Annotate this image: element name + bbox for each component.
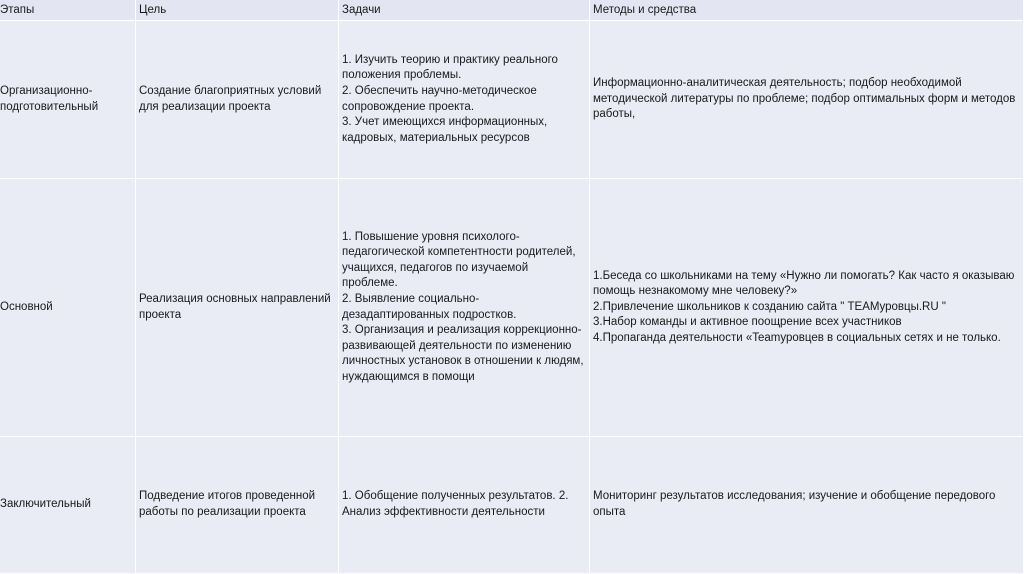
row1-task-3: 3. Учет имеющихся информационных, кадровых, материальных ресурсов: [342, 116, 548, 144]
row2-method-2: 2.Привлечение школьников к созданию сайта " TEAMуровцы.RU ": [593, 300, 946, 313]
row2-method-1: 1.Беседа со школьниками на тему «Нужно ли помогать? Как часто я оказываю: [593, 269, 1015, 282]
row3-stage: Заключительный: [0, 437, 136, 574]
row1-stage: Организационно-подготовительный: [0, 21, 136, 179]
row2-method-1b: помощь незнакомому мне человеку?»: [593, 285, 798, 298]
row1-methods: Информационно-аналитическая деятельность; подбор необходимой методической литературы по проблеме; подбор оптимальных форм и методов работы,: [590, 21, 1024, 179]
row1-task-2: 2. Обеспечить научно-методическое сопровождение проекта.: [342, 84, 537, 113]
header-stages: Этапы: [0, 0, 136, 21]
row1-goal: Создание благоприятных условий для реализации проекта: [136, 21, 339, 179]
row2-method-3: 3.Набор команды и активное поощрение всех участников: [593, 316, 902, 329]
row2-task-1: 1. Повышение уровня психолого-педагогической компетентности родителей, учащихся, педагогов по изучаемой проблеме.: [342, 230, 576, 290]
row3-tasks: 1. Обобщение полученных результатов. 2. Анализ эффективности деятельности: [339, 437, 590, 574]
header-tasks: Задачи: [339, 0, 590, 21]
row2-methods: [590, 179, 1024, 437]
row2-task-2: 2. Выявление социально-дезадаптированных подростков.: [342, 292, 517, 321]
row2-tasks: [339, 179, 590, 437]
row1-tasks: [339, 21, 590, 179]
header-goal: Цель: [136, 0, 339, 21]
row2-stage: Основной: [0, 179, 136, 437]
row1-task-1: 1. Изучить теорию и практику реального положения проблемы.: [342, 53, 558, 82]
row2-task-3: 3. Организация и реализация коррекционно-развивающей деятельности по изменению личностных установок в отношении к людям, нуждающимся в помощи: [342, 324, 584, 383]
row2-goal: Реализация основных направлений проекта: [136, 179, 339, 437]
row3-goal: Подведение итогов проведенной работы по реализации проекта: [136, 437, 339, 574]
header-methods: Методы и средства: [590, 0, 1024, 21]
row2-method-4: 4.Пропаганда деятельности «Teamуровцев в социальных сетях и не только.: [593, 331, 1001, 344]
row3-methods: Мониторинг результатов исследования; изучение и обобщение передового опыта: [590, 437, 1024, 574]
